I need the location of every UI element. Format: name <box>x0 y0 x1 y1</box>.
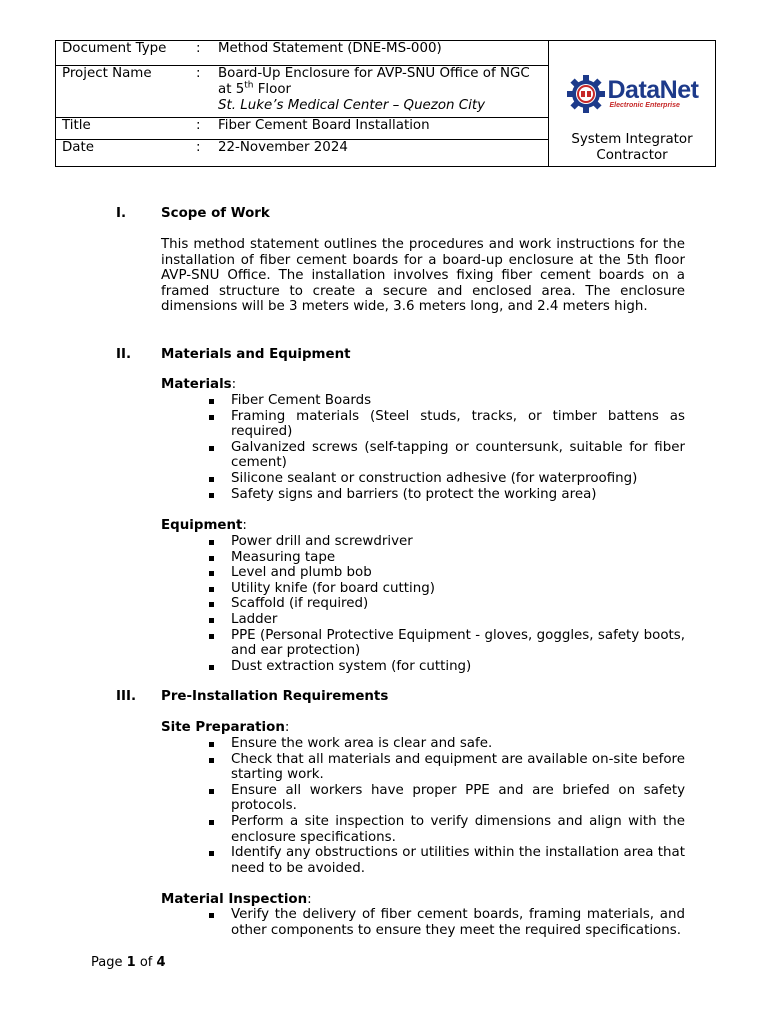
date-value: 22-November 2024 <box>212 140 549 167</box>
list-item: Measuring tape <box>205 550 685 566</box>
list-item: Ensure all workers have proper PPE and are briefed on safety protocols. <box>205 783 685 814</box>
list-item: Utility knife (for board cutting) <box>205 581 685 597</box>
date-colon: : <box>190 140 212 167</box>
site-preparation-heading: Site Preparation: <box>161 720 290 735</box>
title-value: Fiber Cement Board Installation <box>212 118 549 140</box>
section-1-title: Scope of Work <box>161 206 270 221</box>
list-item: Safety signs and barriers (to protect the working area) <box>205 487 685 503</box>
project-name-value: Board-Up Enclosure for AVP-SNU Office of NGC at 5th Floor St. Luke’s Medical Center – Quezon City <box>212 66 549 118</box>
project-location: St. Luke’s Medical Center – Quezon City <box>218 98 486 113</box>
of-word: of <box>139 955 153 970</box>
page-word: Page <box>91 955 123 970</box>
list-item: Check that all materials and equipment are available on-site before starting work. <box>205 752 685 783</box>
title-label: Title <box>56 118 191 140</box>
list-item: Ladder <box>205 612 685 628</box>
total-pages: 4 <box>156 955 166 970</box>
material-inspection-list <box>205 907 685 938</box>
company-logo <box>555 74 709 114</box>
list-item: Perform a site inspection to verify dimensions and align with the enclosure specifications. <box>205 814 685 845</box>
list-item: Scaffold (if required) <box>205 596 685 612</box>
site-preparation-list <box>205 736 685 876</box>
list-item: Verify the delivery of fiber cement boards, framing materials, and other components to ensure they meet the required specifications. <box>205 907 685 938</box>
logo-name: DataNet <box>607 76 699 104</box>
project-name-label: Project Name <box>56 66 191 118</box>
materials-list <box>205 393 685 502</box>
date-label: Date <box>56 140 191 167</box>
list-item: Power drill and screwdriver <box>205 534 685 550</box>
doc-type-label: Document Type <box>56 41 191 66</box>
section-2-title: Materials and Equipment <box>161 347 351 362</box>
equipment-list <box>205 534 685 674</box>
equipment-heading: Equipment: <box>161 518 247 533</box>
section-1-number: I. <box>116 206 127 221</box>
title-colon: : <box>190 118 212 140</box>
materials-heading: Materials: <box>161 377 237 392</box>
list-item: Fiber Cement Boards <box>205 393 685 409</box>
gear-icon <box>566 74 606 114</box>
material-inspection-heading: Material Inspection: <box>161 892 312 907</box>
list-item: Galvanized screws (self-tapping or countersunk, suitable for fiber cement) <box>205 440 685 471</box>
doc-type-value: Method Statement (DNE-MS-000) <box>212 41 549 66</box>
list-item: Ensure the work area is clear and safe. <box>205 736 685 752</box>
section-2-number: II. <box>116 347 132 362</box>
scope-paragraph: This method statement outlines the procedures and work instructions for the installation of fiber cement boards for a board-up enclosure at the 5th floor AVP-SNU Office. The installation involves fixing fiber cement boards on a framed structure to create a secure and enclosed area. The enclosure dimensions will be 3 meters wide, 3.6 meters long, and 2.4 meters high. <box>161 237 685 315</box>
current-page: 1 <box>126 955 136 970</box>
section-3-number: III. <box>116 689 137 704</box>
document-header-table <box>55 40 716 167</box>
doc-type-colon: : <box>190 41 212 66</box>
list-item: Silicone sealant or construction adhesive (for waterproofing) <box>205 471 685 487</box>
logo-tagline: Electronic Enterprise <box>609 102 680 109</box>
list-item: PPE (Personal Protective Equipment - gloves, goggles, safety boots, and ear protection) <box>205 628 685 659</box>
project-name-colon: : <box>190 66 212 118</box>
company-block <box>549 41 716 167</box>
list-item: Identify any obstructions or utilities within the installation area that need to be avoided. <box>205 845 685 876</box>
list-item: Framing materials (Steel studs, tracks, or timber battens as required) <box>205 409 685 440</box>
section-3-title: Pre-Installation Requirements <box>161 689 389 704</box>
list-item: Level and plumb bob <box>205 565 685 581</box>
page-footer <box>91 955 166 970</box>
list-item: Dust extraction system (for cutting) <box>205 659 685 675</box>
company-role: System Integrator Contractor <box>571 132 693 163</box>
